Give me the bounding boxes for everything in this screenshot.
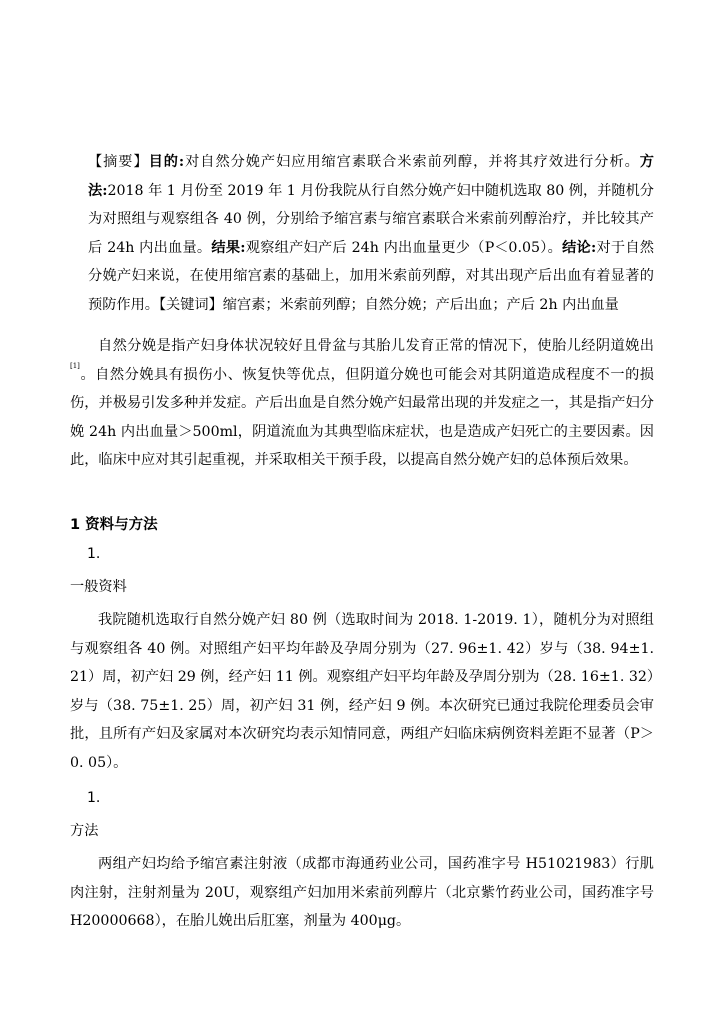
result-text: 观察组产妇产后 24h 内出血量更少（P＜0.05）。 <box>245 239 563 256</box>
abstract-block <box>88 148 654 319</box>
keywords-label: 【关键词】 <box>158 296 223 313</box>
intro-paragraph <box>70 332 654 475</box>
purpose-text: 对自然分娩产妇应用缩宫素联合米索前列醇，并将其疗效进行分析。 <box>184 154 640 170</box>
section-heading: 1 资料与方法 <box>70 517 158 533</box>
subsection-number-1: 1. <box>87 546 101 562</box>
subsection-title-method: 方法 <box>70 823 99 839</box>
method-paragraph: 两组产妇均给予缩宫素注射液（成都市海通药业公司，国药准字号 H51021983）行肌肉注射，注射剂量为 20U，观察组产妇加用米索前列醇片（北京紫竹药业公司，国药准字号 H20000668），在胎儿娩出后肛塞，剂量为 400μg。 <box>70 856 654 929</box>
abstract-open: 【摘要】 <box>88 154 149 170</box>
method-label: 方法: <box>88 154 654 199</box>
subsection-number-2: 1. <box>87 790 101 806</box>
subsection-title-general: 一般资料 <box>70 579 127 595</box>
conclusion-label: 结论: <box>562 239 597 256</box>
citation-ref: [1] <box>70 361 80 370</box>
intro-text-b: 。自然分娩具有损伤小、恢复快等优点，但阴道分娩也可能会对其阴道造成程度不一的损伤，并极易引发多种并发症。产后出血是自然分娩产妇最常出现的并发症之一，其是指产妇分娩 24h 内出血量＞500ml，阴道流血为其典型临床症状，也是造成产妇死亡的主要因素。因此，临床中应对其引起重视，并采取相关干预手段，以提高自然分娩产妇的总体预后效果。 <box>70 366 654 468</box>
conclusion-text: 对于自然分娩产妇来说，在使用缩宫素的基础上，加用米索前列醇，对其出现产后出血有着显著的预防作用。 <box>88 239 654 313</box>
keywords-text: 缩宫素；米索前列醇；自然分娩；产后出血；产后 2h 内出血量 <box>222 296 619 313</box>
general-data-paragraph: 我院随机选取行自然分娩产妇 80 例（选取时间为 2018. 1-2019. 1），随机分为对照组与观察组各 40 例。对照组产妇平均年龄及孕周分别为（27. 96±1. 42）岁与（38. 94±1. 21）周，初产妇 29 例，经产妇 11 例。观察组产妇平均年龄及孕周分别为（28. 16±1. 32）岁与（38. 75±1. 25）周，初产妇 31 例，经产妇 9 例。本次研究已通过我院伦理委员会审批，且所有产妇及家属对本次研究均表示知情同意，两组产妇临床病例资料差距不显著（P＞0. 05）。 <box>70 612 654 771</box>
method-text: 2018 年 1 月份至 2019 年 1 月份我院从行自然分娩产妇中随机选取 80 例，并随机分为对照组与观察组各 40 例，分别给予缩宫素与缩宫素联合米索前列醇治疗，并比较其产后 24h 内出血量。 <box>88 182 654 256</box>
purpose-label: 目的: <box>148 154 185 170</box>
result-label: 结果: <box>211 239 246 256</box>
intro-text-a: 自然分娩是指产妇身体状况较好且骨盆与其胎儿发育正常的情况下，使胎儿经阴道娩出 <box>98 338 654 354</box>
